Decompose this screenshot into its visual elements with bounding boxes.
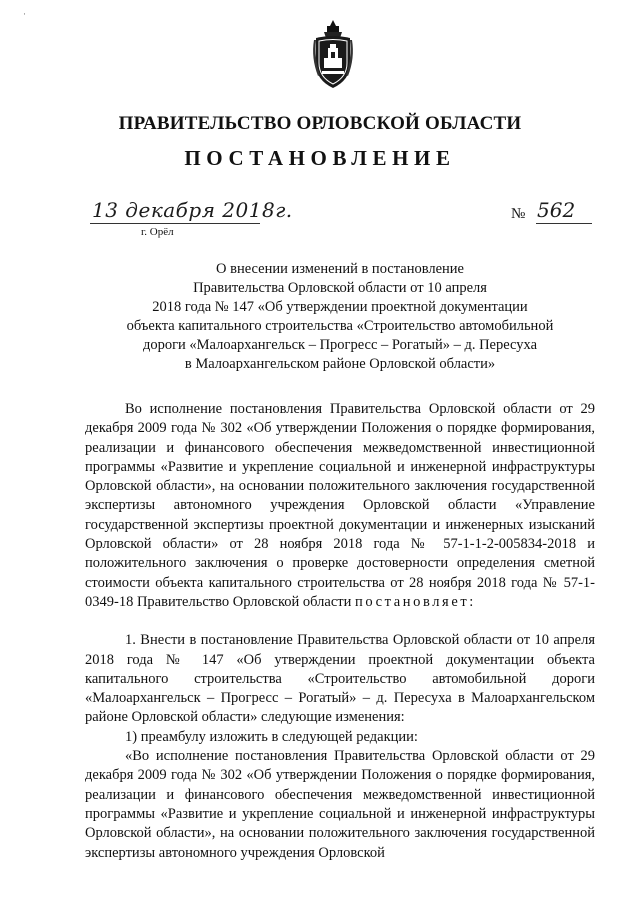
preamble-text: Во исполнение постановления Правительства Орловской области от 29 декабря 2009 года № 302 «Об утверждении Положения о порядке формирования, реализации и финансового обеспечения межведомственной инвестиционной программы «Развитие и укрепление социальной и инженерной инфраструктуры Орловской области», на основании положительного заключения государственной экспертизы автономного учреждения Орловской области «Управление государственной экспертизы проектной документации и инженерных изысканий Орловской области» от 28 ноября 2018 года № 57-1-1-2-005834-2018 и положительного заключения о проверке достоверности определения сметной стоимости объекта капитального строительства от 28 ноября 2018 года № 57-1-0349-18 Правительство Орловской области — [85, 401, 595, 610]
corner-mark: · — [23, 9, 26, 19]
subject-line: в Малоархангельском районе Орловской области» — [184, 356, 496, 372]
number-label: № — [511, 206, 526, 222]
resolves-keyword: постановляет: — [355, 593, 476, 610]
subject-line: дороги «Малоархангельск – Прогресс – Рогатый» – д. Пересуха — [142, 337, 538, 353]
clause-1-1-paragraph: 1) преамбулу изложить в следующей редакции: — [125, 728, 418, 745]
handwritten-number: 562 — [537, 198, 576, 222]
city-label: г. Орёл — [141, 226, 174, 238]
subject-line: 2018 года № 147 «Об утверждении проектной документации — [152, 299, 528, 315]
coat-of-arms-emblem — [310, 18, 356, 92]
preamble-paragraph — [85, 400, 595, 612]
new-preamble-paragraph: «Во исполнение постановления Правительства Орловской области от 29 декабря 2009 года № 302 «Об утверждении Положения о порядке формирования, реализации и финансового обеспечения межведомственной инвестиционной программы «Развитие и укрепление социальной и инженерной инфраструктуры Орловской области», на основании положительного заключения государственной экспертизы автономного учреждения Орловской — [85, 748, 595, 861]
document-subject — [90, 260, 590, 374]
number-underline — [536, 223, 592, 224]
subject-line: Правительства Орловской области от 10 апреля — [193, 280, 487, 296]
handwritten-date: 13 декабря 2018г. — [92, 198, 293, 222]
clause-1-paragraph: 1. Внести в постановление Правительства Орловской области от 10 апреля 2018 года № 147 «Об утверждении проектной документации объекта капитального строительства «Строительство автомобильной дороги «Малоархангельск – Прогресс – Рогатый» – д. Пересуха в Малоархангельском районе Орловской области» следующие изменения: — [85, 632, 595, 726]
subject-line: О внесении изменений в постановление — [216, 261, 464, 277]
document-body — [85, 400, 595, 863]
date-underline — [90, 223, 260, 224]
organization-title: ПРАВИТЕЛЬСТВО ОРЛОВСКОЙ ОБЛАСТИ — [118, 113, 522, 134]
document-type-title: ПОСТАНОВЛЕНИЕ — [184, 146, 456, 170]
subject-line: объекта капитального строительства «Строительство автомобильной — [126, 318, 554, 334]
